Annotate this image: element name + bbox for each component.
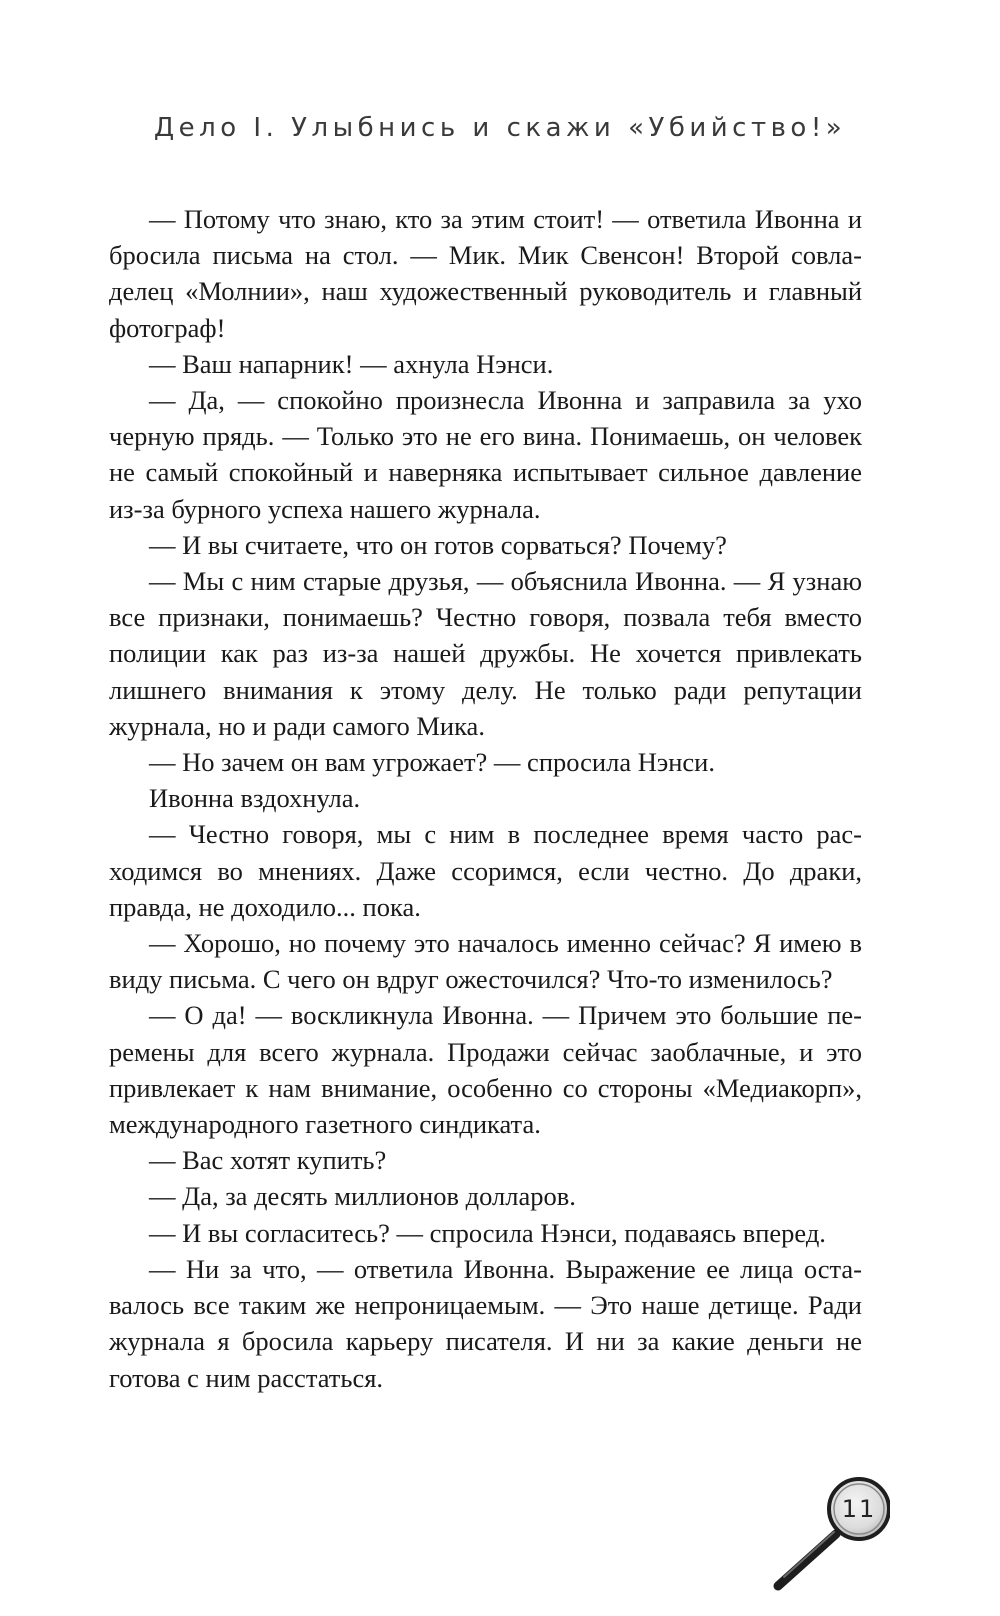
paragraph: — Да, — спокойно произнесла Ивонна и заправила за ухо черную прядь. — Только это не его вина. Понимаешь, он человек не самый спокойный и наверняка испытывает сильное давление из-за бурного успеха нашего журнала. [109, 385, 862, 524]
paragraph: — Ни за что, — ответила Ивонна. Выражение ее лица оставалось все таким же непроницаемым. — Это наше детище. Ради журнала я бросила карьеру писателя. И ни за какие деньги не готова с ним расстаться. [109, 1253, 862, 1393]
paragraph: Ивонна вздохнула. [149, 783, 361, 814]
paragraph: — Но зачем он вам угрожает? — спросила Нэнси. [149, 747, 715, 778]
paragraph: — Хорошо, но почему это началось именно сейчас? Я имею в виду письма. С чего он вдруг ожесточился? Что-то изменилось? [109, 928, 862, 995]
paragraph: — Да, за десять миллионов долларов. [149, 1181, 576, 1212]
paragraph: — Ваш напарник! — ахнула Нэнси. [149, 348, 554, 379]
paragraph: — Честно говоря, мы с ним в последнее время часто расходимся во мнениях. Даже ссоримся, если честно. До драки, правда, не доходило... пока. [109, 819, 862, 922]
running-head: Дело I. Улыбнись и скажи «Убийство!» [153, 113, 847, 143]
paragraph: — И вы согласитесь? — спросила Нэнси, подаваясь вперед. [149, 1217, 826, 1248]
page-number: 11 [841, 1495, 877, 1523]
paragraph: — Вас хотят купить? [149, 1145, 387, 1176]
paragraph: — Мы с ним старые друзья, — объяснила Ивонна. — Я узнаю все признаки, понимаешь? Честно говоря, позвала тебя вместо полиции как раз из-за нашей дружбы. Не хочется привлекать лишнего внимания к этому делу. Не только ради репутации журнала, но и ради самого Мика. [109, 566, 862, 741]
paragraph: — Потому что знаю, кто за этим стоит! — ответила Ивонна и бросила письма на стол. — Мик. Мик Свенсон! Второй совладелец «Молнии», наш художественный руководитель и главный фотограф! [109, 204, 862, 343]
body-text [109, 201, 862, 1396]
paragraph: — И вы считаете, что он готов сорваться? Почему? [149, 529, 727, 560]
paragraph: — О да! — воскликнула Ивонна. — Причем это большие перемены для всего журнала. Продажи сейчас заоблачные, и это привлекает к нам внимание, особенно со стороны «Медиакорп», международного газетного синдиката. [109, 1000, 862, 1140]
